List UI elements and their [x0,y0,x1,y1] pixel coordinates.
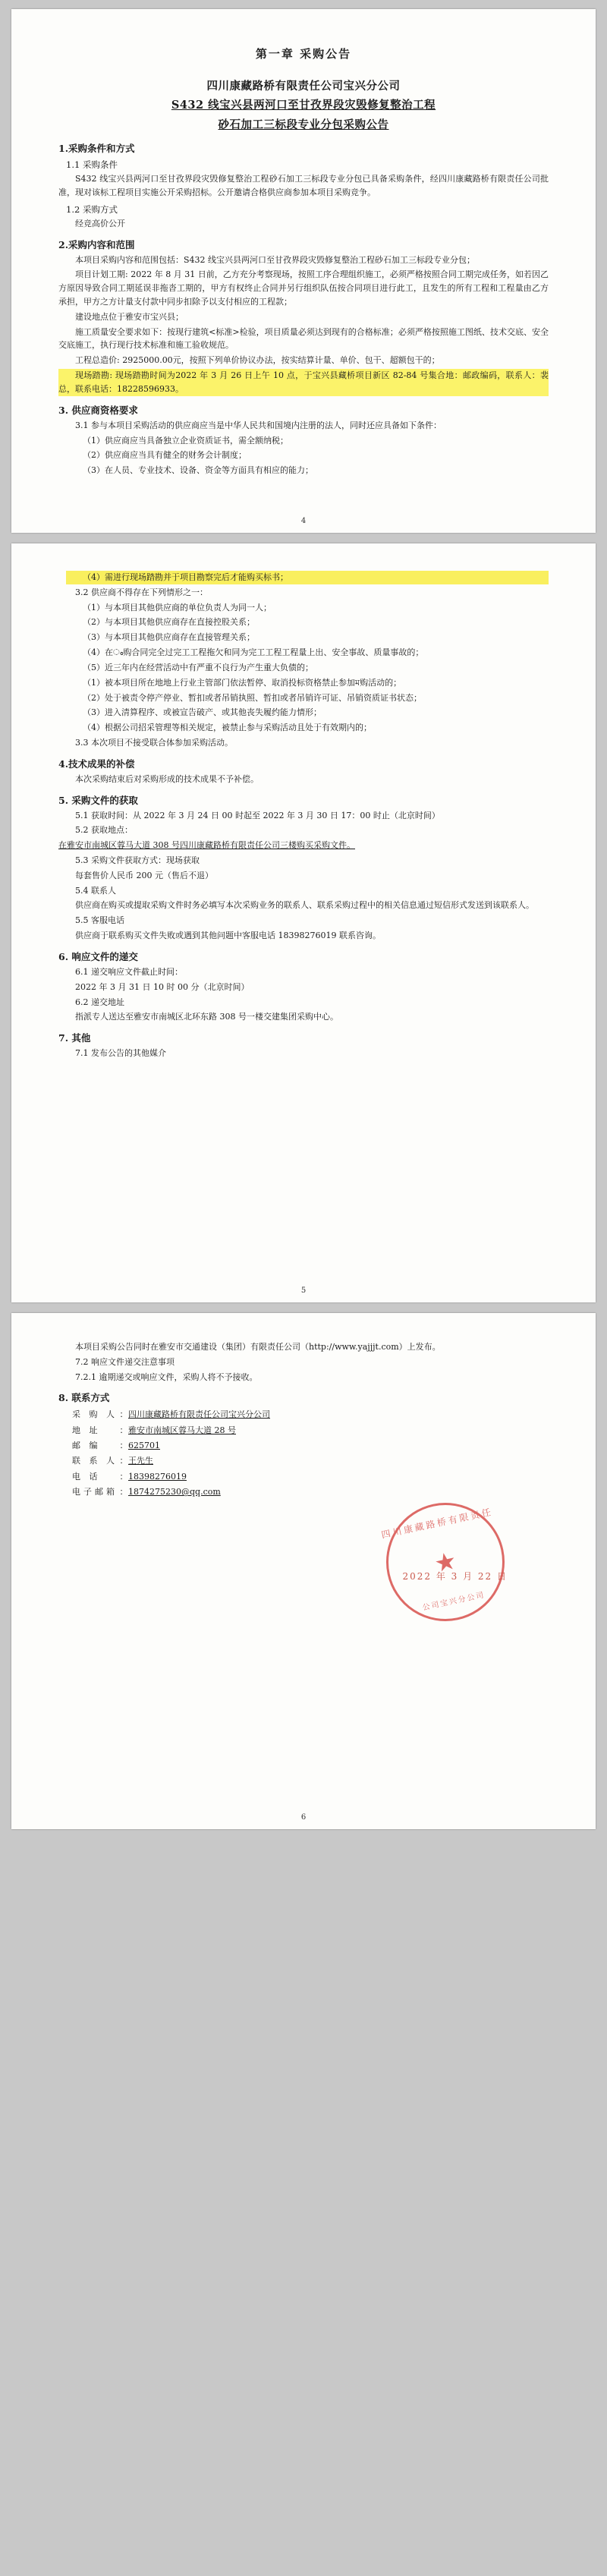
paragraph-disqualification-2: （2）与本项目其他供应商存在直接控股关系； [83,617,255,628]
contact-row [72,1453,549,1469]
document-page-2 [11,543,596,1302]
contact-separator: ： [119,1487,128,1497]
contact-label-purchaser: 采 购 人 [72,1409,118,1420]
seal-date-stamp: 2022 年 3 月 22 日 [402,1571,508,1582]
paragraph-disqualification-intro: 3.2 供应商不得存在下列情形之一： [75,587,208,597]
paragraph-doc-place-value: 在雅安市南城区蓉马大道 308 号四川康藏路桥有限责任公司三楼购买采购文件。 [58,840,355,851]
contact-table [72,1407,549,1500]
contact-label-phone: 电 话 [72,1471,101,1482]
section-heading-5: 5. 采购文件的获取 [58,794,138,806]
contact-separator: ： [119,1409,128,1420]
paragraph-submit-place-label: 6.2 递交地址 [75,997,124,1007]
section-heading-7: 7. 其他 [58,1032,91,1044]
paragraph-cost: 工程总造价: 2925000.00元，按照下列单价协议办法，按实结算计量、单价、包干、超额包干的； [75,355,440,366]
contact-label-person: 联 系 人 [72,1456,118,1466]
paragraph-doc-contact-label: 5.4 联系人 [75,885,116,896]
contact-row [72,1407,549,1422]
paragraph-disqualification-4: （4）在ം购合同完全过完工工程拖欠和同为完工工程工程量上出、安全事故、质量事故的； [83,647,424,658]
paragraph-doc-place-label: 5.2 获取地点： [75,825,133,836]
paragraph-submit-deadline-label: 6.1 递交响应文件截止时间： [75,966,183,977]
section-heading-6: 6. 响应文件的递交 [58,950,138,962]
company-seal-stamp [375,1491,515,1632]
paragraph-publish-site: 本项目采购公告同时在雅安市交通建设（集团）有限责任公司（http://www.yajjjt.com）上发布。 [75,1342,441,1352]
paragraph-doc-method: 5.3 采购文件获取方式：现场获取 [75,855,200,865]
star-icon: ★ [432,1545,459,1579]
paragraph-disqualification-5: （5）近三年内在经营活动中有严重不良行为产生重大负债的； [83,662,313,672]
contact-label-email: 电子邮箱 [72,1487,118,1497]
paragraph-quality: 施工质量安全要求如下：按现行建筑<标准>检验，项目质量必须达到现有的合格标准；必须严格按照施工图纸、技术交底、安全交底施工，执行现行技术标准和施工验收规范。 [58,326,549,351]
contact-value-address: 雅安市南城区蓉马大道 28 号 [128,1425,236,1435]
paragraph-disqualification-3: （3）与本项目其他供应商存在直接管理关系； [83,632,255,643]
document-page-1 [11,9,596,533]
paragraph-doc-service-label: 5.5 客服电话 [75,915,124,926]
contact-value-postcode: 625701 [128,1441,160,1451]
contact-separator: ： [119,1425,128,1435]
paragraph-disqualification-8: （3）进入清算程序、或被宣告破产、或其他丧失履约能力情形； [83,707,322,718]
paragraph-qualification-4-highlight: （4）需进行现场踏勘并于项目勘察完后才能购买标书； [66,571,549,584]
section-heading-2: 2.采购内容和范围 [58,238,135,250]
paragraph-submit-place-value: 指派专人送达至雅安市南城区北环东路 308 号一楼交建集团采购中心。 [75,1012,338,1022]
paragraph-site-survey-highlight: 现场踏勘: 现场踏勘时间为2022 年 3 月 26 日上午 10 点，于宝兴县藏桥项目新区 82-84 号集合地：邮政编码，联系人：裴总，联系电话：18228596933。 [58,369,549,396]
chapter-title: 第一章 采购公告 [255,47,352,61]
paragraph-purchase-method: 经竞高价公开 [75,218,125,228]
paragraph-qualification-2: （2）供应商应当具有健全的财务会计制度； [83,450,247,461]
paragraph-disqualification-9: （4）根据公司招采管理等相关规定，被禁止参与采购活动且处于有效期内的； [83,723,372,733]
page-number-3: 6 [300,1813,307,1822]
paragraph-disqualification-1: （1）与本项目其他供应商的单位负责人为同一人； [83,602,272,613]
paragraph-qualification-1: （1）供应商应当具备独立企业资质证书，需全额纳税； [83,435,288,446]
paragraph-location: 建设地点位于雅安市宝兴县； [75,311,184,322]
paragraph-disqualification-6: （1）被本项目所在地地上行业主管部门依法暂停、取消投标资格禁止参加ম购活动的； [83,677,402,688]
contact-row [72,1469,549,1485]
seal-bottom-text: 公司宝兴分公司 [421,1591,486,1613]
seal-top-text: 四川康藏路桥有限责任 [380,1506,495,1541]
document-title-line-3: 砂石加工三标段专业分包采购公告 [218,118,389,131]
subsection-1-1: 1.1 采购条件 [66,159,118,171]
paragraph-other-media: 7.1 发布公告的其他媒介 [75,1048,166,1059]
contact-row [72,1438,549,1453]
page-number-2: 5 [300,1286,307,1295]
paragraph-doc-time: 5.1 获取时间：从 2022 年 3 月 24 日 00 时起至 2022 年 3 月 30 日 17：00 时止（北京时间） [75,810,440,820]
paragraph-submit-notes-label: 7.2 响应文件递交注意事项 [75,1356,175,1367]
paragraph-qualification-intro: 3.1 参与本项目采购活动的供应商应当是中华人民共和国境内注册的法人，同时还应具备如下条件： [75,420,442,430]
paragraph-doc-contact-note: 供应商在购买或提取采购文件时务必填写本次采购业务的联系人、联系采购过程中的相关信息通过短信形式发送到该联系人。 [75,900,534,911]
contact-row [72,1423,549,1438]
contact-value-email: 1874275230@qq.com [128,1487,221,1497]
page-number-1: 4 [300,517,307,525]
paragraph-submit-deadline-value: 2022 年 3 月 31 日 10 时 00 分（北京时间） [75,981,250,992]
paragraph-disqualification-7: （2）处于被责令停产停业、暂扣或者吊销执照、暂扣或者吊销许可证、吊销资质证书状态； [83,692,422,703]
subsection-1-2: 1.2 采购方式 [66,203,118,215]
document-viewer [0,9,607,1829]
contact-value-phone: 18398276019 [128,1471,187,1482]
contact-separator: ： [119,1441,128,1451]
contact-separator: ： [119,1471,128,1482]
section-heading-8: 8. 联系方式 [58,1392,110,1404]
contact-label-address: 地 址 [72,1425,101,1435]
paragraph-purchase-condition: S432 线宝兴县两河口至甘孜界段灾毁修复整治工程砂石加工三标段专业分包已具备采购条件，经四川康藏路桥有限责任公司批准，现对该标工程项目实施公开采购招标。公开邀请合格供应商参加本项目采购竞争。 [58,174,549,197]
document-page-3 [11,1313,596,1829]
contact-value-purchaser: 四川康藏路桥有限责任公司宝兴分公司 [128,1409,270,1420]
contact-value-person: 王先生 [128,1456,153,1466]
paragraph-no-consortium: 3.3 本次项目不接受联合体参加采购活动。 [75,737,233,748]
paragraph-doc-service-phone: 供应商于联系购买文件失败或遇到其他问题中客服电话 18398276019 联系咨询。 [75,931,381,941]
paragraph-doc-price: 每套售价人民币 200 元（售后不退） [75,870,213,880]
paragraph-tech-compensation: 本次采购结束后对采购形成的技术成果不予补偿。 [75,773,259,784]
section-heading-4: 4.技术成果的补偿 [58,757,135,770]
section-heading-3: 3. 供应商资格要求 [58,404,138,416]
paragraph-submit-notes-1: 7.2.1 逾期递交或响应文件，采购人将不予接收。 [75,1371,258,1382]
section-heading-1: 1.采购条件和方式 [58,143,135,155]
document-title-line-1: 四川康藏路桥有限责任公司宝兴分公司 [206,80,401,93]
paragraph-scope-intro: 本项目采购内容和范围包括：S432 线宝兴县两河口至甘孜界段灾毁修复整治工程砂石加工三标段专业分包； [75,254,476,265]
paragraph-schedule: 项目计划工期: 2022 年 8 月 31 日前，乙方充分考察现场，按照工序合理组织施工，必须严格按照合同工期完成任务，如若因乙方原因导致合同工期延误非拖沓工期的，甲方有权终止合同并另行组织队伍按合同项目进行此工，且发生的所有工程和工程量由乙方承担，甲方之方计量支付款中同步扣除予以支付相应的工程款； [58,269,549,307]
document-title [58,77,549,134]
contact-label-postcode: 邮 编 [72,1441,101,1451]
contact-row [72,1485,549,1500]
contact-separator: ： [119,1456,128,1466]
document-title-line-2: S432 线宝兴县两河口至甘孜界段灾毁修复整治工程 [171,99,436,112]
paragraph-qualification-3: （3）在人员、专业技术、设备、资金等方面具有相应的能力； [83,465,313,476]
